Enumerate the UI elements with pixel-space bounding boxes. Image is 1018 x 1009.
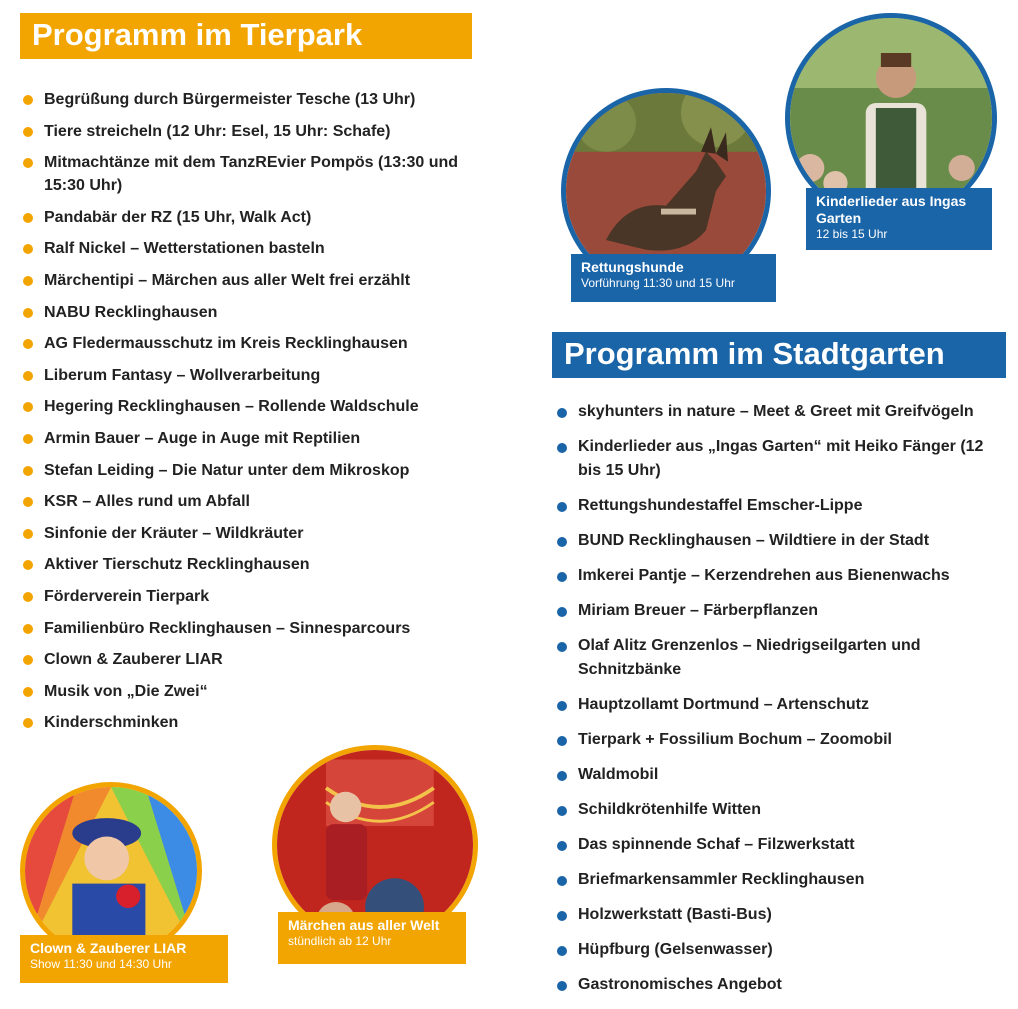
tierpark-list-item [44, 553, 484, 576]
bullet-icon [23, 127, 33, 137]
stadtgarten-list-item [578, 938, 1008, 962]
stadtgarten-list-item [578, 494, 1008, 518]
bullet-icon [23, 560, 33, 570]
list-item-label: Gastronomisches Angebot [578, 976, 782, 993]
tierpark-list-item [44, 332, 484, 355]
caption-subtitle: Vorführung 11:30 und 15 Uhr [581, 276, 735, 290]
tierpark-list-item [44, 522, 484, 545]
bullet-icon [23, 308, 33, 318]
bullet-icon [23, 158, 33, 168]
stadtgarten-list-item [578, 798, 1008, 822]
tierpark-list-item [44, 88, 484, 111]
bullet-icon [557, 502, 567, 512]
tierpark-list-item [44, 680, 484, 703]
list-item-label: Clown & Zauberer LIAR [44, 651, 223, 669]
bullet-icon [23, 371, 33, 381]
stadtgarten-list-item [578, 529, 1008, 553]
stadtgarten-list-item [578, 868, 1008, 892]
bullet-icon [557, 701, 567, 711]
stadtgarten-program-list [578, 400, 1008, 1008]
bullet-icon [557, 876, 567, 886]
list-item-label: AG Fledermausschutz im Kreis Recklinghausen [44, 335, 408, 353]
bullet-icon [23, 339, 33, 349]
list-item-label: NABU Recklinghausen [44, 303, 218, 321]
tierpark-list-item [44, 585, 484, 608]
list-item-label: Rettungshundestaffel Emscher-Lippe [578, 497, 863, 514]
caption-subtitle: Show 11:30 und 14:30 Uhr [30, 957, 172, 971]
tierpark-list-item [44, 237, 484, 260]
list-item-label: skyhunters in nature – Meet & Greet mit Greifvögeln [578, 403, 974, 420]
list-item-label: Hüpfburg (Gelsenwasser) [578, 941, 773, 958]
tierpark-list-item [44, 459, 484, 482]
bullet-icon [23, 466, 33, 476]
list-item-label: KSR – Alles rund um Abfall [44, 493, 250, 511]
list-item-label: Familienbüro Recklinghausen – Sinnesparcours [44, 619, 411, 637]
bullet-icon [557, 408, 567, 418]
tierpark-list-item [44, 490, 484, 513]
bullet-icon [23, 244, 33, 254]
bullet-icon [557, 443, 567, 453]
list-item-label: Olaf Alitz Grenzenlos – Niedrigseilgarten und Schnitzbänke [578, 637, 921, 678]
stadtgarten-list-item [578, 903, 1008, 927]
list-item-label: Ralf Nickel – Wetterstationen basteln [44, 240, 325, 258]
rettungshunde-caption [571, 254, 776, 302]
bullet-icon [557, 771, 567, 781]
bullet-icon [557, 572, 567, 582]
caption-subtitle: stündlich ab 12 Uhr [288, 934, 392, 948]
list-item-label: Stefan Leiding – Die Natur unter dem Mikroskop [44, 461, 410, 479]
stadtgarten-list-item [578, 763, 1008, 787]
list-item-label: BUND Recklinghausen – Wildtiere in der Stadt [578, 532, 930, 549]
list-item-label: Schildkrötenhilfe Witten [578, 801, 761, 818]
stadtgarten-list-item [578, 634, 1008, 682]
bullet-icon [23, 624, 33, 634]
list-item-label: Waldmobil [578, 766, 659, 783]
list-item-label: Märchentipi – Märchen aus aller Welt frei erzählt [44, 271, 411, 289]
list-item-label: Pandabär der RZ (15 Uhr, Walk Act) [44, 208, 312, 226]
stadtgarten-list-item [578, 833, 1008, 857]
tierpark-program-list [44, 88, 484, 743]
list-item-label: Miriam Breuer – Färberpflanzen [578, 602, 819, 619]
stadtgarten-list-item [578, 599, 1008, 623]
bullet-icon [557, 841, 567, 851]
tierpark-heading: Programm im Tierpark [20, 13, 472, 59]
list-item-label: Kinderschminken [44, 714, 179, 732]
bullet-icon [23, 95, 33, 105]
stadtgarten-list-item [578, 435, 1008, 483]
stadtgarten-list-item [578, 728, 1008, 752]
stadtgarten-list-item [578, 973, 1008, 997]
list-item-label: Hauptzollamt Dortmund – Artenschutz [578, 696, 869, 713]
tierpark-list-item [44, 617, 484, 640]
stadtgarten-heading: Programm im Stadtgarten [552, 332, 1006, 378]
list-item-label: Imkerei Pantje – Kerzendrehen aus Bienenwachs [578, 567, 950, 584]
clown-illustration [25, 787, 197, 955]
list-item-label: Briefmarkensammler Recklinghausen [578, 871, 865, 888]
stadtgarten-list-item [578, 400, 1008, 424]
stadtgarten-list-item [578, 564, 1008, 588]
caption-title: Kinderlieder aus Ingas Garten [816, 193, 967, 226]
tierpark-list-item [44, 301, 484, 324]
list-item-label: Kinderlieder aus „Ingas Garten“ mit Heiko Fänger (12 bis 15 Uhr) [578, 438, 984, 479]
list-item-label: Holzwerkstatt (Basti-Bus) [578, 906, 772, 923]
bullet-icon [23, 276, 33, 286]
bullet-icon [557, 911, 567, 921]
bullet-icon [23, 213, 33, 223]
list-item-label: Das spinnende Schaf – Filzwerkstatt [578, 836, 855, 853]
tierpark-list-item [44, 269, 484, 292]
clown-photo [20, 782, 202, 960]
caption-title: Clown & Zauberer LIAR [30, 940, 187, 956]
list-item-label: Begrüßung durch Bürgermeister Tesche (13 Uhr) [44, 91, 416, 108]
kinderlieder-caption [806, 188, 992, 250]
caption-subtitle: 12 bis 15 Uhr [816, 227, 888, 241]
bullet-icon [557, 642, 567, 652]
list-item-label: Sinfonie der Kräuter – Wildkräuter [44, 524, 304, 542]
list-item-label: Musik von „Die Zwei“ [44, 682, 208, 700]
list-item-label: Tiere streicheln (12 Uhr: Esel, 15 Uhr: Schafe) [44, 122, 391, 140]
bullet-icon [23, 687, 33, 697]
tierpark-list-item [44, 711, 484, 734]
bullet-icon [557, 537, 567, 547]
bullet-icon [23, 718, 33, 728]
bullet-icon [23, 497, 33, 507]
tierpark-list-item [44, 151, 484, 197]
tierpark-list-item [44, 427, 484, 450]
tierpark-list-item [44, 206, 484, 229]
bullet-icon [557, 607, 567, 617]
bullet-icon [23, 592, 33, 602]
tierpark-list-item [44, 648, 484, 671]
stadtgarten-list-item [578, 693, 1008, 717]
list-item-label: Tierpark + Fossilium Bochum – Zoomobil [578, 731, 892, 748]
bullet-icon [23, 402, 33, 412]
list-item-label: Armin Bauer – Auge in Auge mit Reptilien [44, 429, 361, 447]
bullet-icon [557, 981, 567, 991]
bullet-icon [23, 655, 33, 665]
bullet-icon [23, 529, 33, 539]
caption-title: Märchen aus aller Welt [288, 917, 440, 933]
bullet-icon [557, 946, 567, 956]
bullet-icon [557, 736, 567, 746]
tierpark-list-item [44, 395, 484, 418]
bullet-icon [23, 434, 33, 444]
list-item-label: Förderverein Tierpark [44, 587, 210, 605]
tierpark-list-item [44, 364, 484, 387]
tierpark-list-item [44, 120, 484, 143]
bullet-icon [557, 806, 567, 816]
list-item-label: Mitmachtänze mit dem TanzREvier Pompös (13:30 und 15:30 Uhr) [44, 154, 459, 195]
list-item-label: Liberum Fantasy – Wollverarbeitung [44, 366, 321, 384]
list-item-label: Hegering Recklinghausen – Rollende Waldschule [44, 398, 419, 416]
caption-title: Rettungshunde [581, 259, 684, 275]
clown-caption [20, 935, 228, 983]
list-item-label: Aktiver Tierschutz Recklinghausen [44, 556, 310, 574]
maerchen-caption [278, 912, 466, 964]
